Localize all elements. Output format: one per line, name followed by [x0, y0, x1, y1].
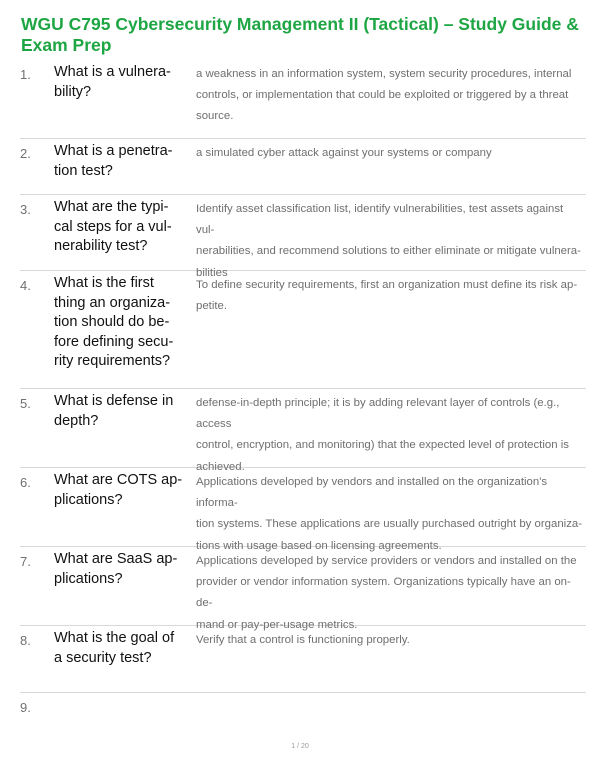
question-text: What is the goal of a security test?: [54, 630, 175, 666]
qa-row-6: [20, 468, 586, 552]
question-text: What are COTS ap- plications?: [54, 472, 183, 508]
item-number: 8.: [20, 633, 31, 648]
answer-text: defense-in-depth principle; it is by adding relevant layer of controls (e.g., access control, encryption, and monitoring) that the expected level of protection is achieved.: [196, 397, 569, 473]
item-number: 6.: [20, 475, 31, 490]
qa-row-4: [20, 271, 586, 389]
answer-text: Verify that a control is functioning properly.: [196, 634, 410, 646]
question-text: What is the first thing an organiza- tion should do be- fore defining secu- rity requirements?: [54, 275, 174, 370]
page-number: 1 / 20: [291, 743, 309, 750]
qa-row-8: [20, 626, 586, 693]
item-number: 5.: [20, 396, 31, 411]
answer-text: To define security requirements, first an organization must define its risk ap- petite.: [196, 279, 578, 313]
qa-row-9: [20, 693, 586, 723]
question-text: What is a penetra- tion test?: [54, 143, 173, 179]
qa-row-7: [20, 547, 586, 631]
answer-text: Identify asset classification list, identify vulnerabilities, test assets against vul- nerabilities, and recommend solutions to either eliminate or mitigate vulnera- bilities: [196, 203, 581, 279]
answer-text: Applications developed by vendors and installed on the organization's informa- tion systems. These applications are usually purchased outright by organiza- tions with usage based on licensing agreements.: [196, 476, 583, 552]
question-text: What are SaaS ap- plications?: [54, 551, 178, 587]
question-text: What is defense in depth?: [54, 393, 174, 429]
answer-text: a simulated cyber attack against your systems or company: [196, 147, 492, 159]
item-number: 2.: [20, 146, 31, 161]
question-text: What are the typi- cal steps for a vul- nerability test?: [54, 199, 172, 255]
answer-text: a weakness in an information system, system security procedures, internal controls, or implementation that could be exploited or triggered by a threat source.: [196, 68, 572, 123]
qa-row-2: [20, 139, 586, 195]
item-number: 1.: [20, 67, 31, 82]
item-number: 9.: [20, 700, 31, 715]
answer-text: Applications developed by service providers or vendors and installed on the provider or vendor information system. Organizations typically have an on-de- mand or pay-per-usage metrics.: [196, 555, 577, 631]
qa-row-3: [20, 195, 586, 279]
page-title: WGU C795 Cybersecurity Management II (Tactical) – Study Guide & Exam Prep: [21, 14, 579, 55]
item-number: 4.: [20, 278, 31, 293]
item-number: 3.: [20, 202, 31, 217]
question-text: What is a vulnera- bility?: [54, 64, 171, 100]
item-number: 7.: [20, 554, 31, 569]
qa-row-1: [20, 60, 586, 139]
qa-row-5: [20, 389, 586, 473]
